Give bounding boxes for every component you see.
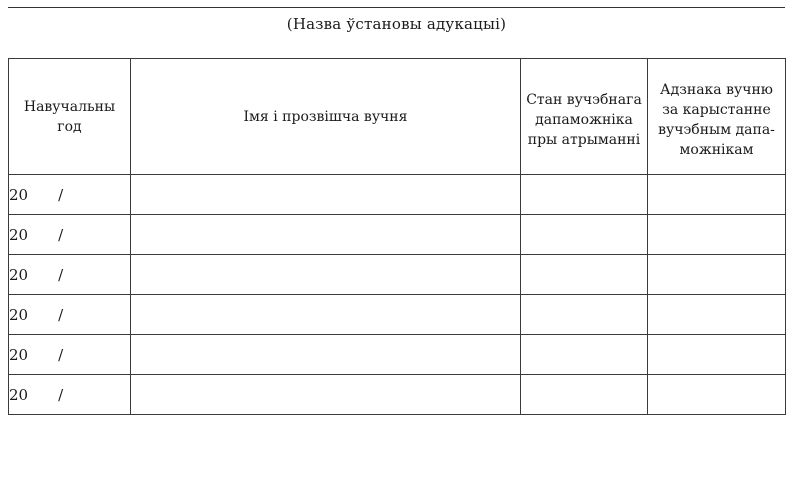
condition-cell[interactable] [521, 375, 648, 415]
usage-mark-cell[interactable] [648, 375, 786, 415]
condition-cell[interactable] [521, 335, 648, 375]
year-cell[interactable] [9, 295, 131, 335]
table-row [9, 255, 786, 295]
student-name-cell[interactable] [131, 335, 521, 375]
header-academic-year [9, 59, 131, 175]
student-name-cell[interactable] [131, 295, 521, 335]
student-name-cell[interactable] [131, 375, 521, 415]
table-row [9, 375, 786, 415]
year-slash: / [58, 305, 64, 324]
table-header-row [9, 59, 786, 175]
student-name-cell[interactable] [131, 255, 521, 295]
year-prefix: 20 [9, 185, 29, 204]
table-row [9, 335, 786, 375]
year-cell[interactable] [9, 175, 131, 215]
condition-cell[interactable] [521, 295, 648, 335]
year-cell[interactable] [9, 335, 131, 375]
year-slash: / [58, 185, 64, 204]
usage-mark-cell[interactable] [648, 215, 786, 255]
institution-name-line [8, 7, 785, 8]
year-cell[interactable] [9, 215, 131, 255]
condition-cell[interactable] [521, 175, 648, 215]
institution-name-caption: (Назва ўстановы адукацыі) [286, 15, 507, 33]
table-row [9, 215, 786, 255]
student-name-cell[interactable] [131, 215, 521, 255]
year-slash: / [58, 345, 64, 364]
year-prefix: 20 [9, 225, 29, 244]
header-academic-year-label: Навучальны год [23, 98, 116, 135]
year-prefix: 20 [9, 265, 29, 284]
condition-cell[interactable] [521, 255, 648, 295]
usage-mark-cell[interactable] [648, 295, 786, 335]
year-slash: / [58, 225, 64, 244]
header-usage-mark-label: Адзнака вучню за карыстанне вучэбным дапа-можнікам [658, 82, 775, 158]
header-student-name [131, 59, 521, 175]
usage-mark-cell[interactable] [648, 335, 786, 375]
textbook-usage-table [8, 58, 786, 415]
condition-cell[interactable] [521, 215, 648, 255]
header-student-name-label: Імя і прозвішча вучня [243, 108, 408, 125]
header-textbook-condition-label: Стан вучэбнага дапаможніка пры атрыманні [526, 92, 642, 148]
student-name-cell[interactable] [131, 175, 521, 215]
header-textbook-condition [521, 59, 648, 175]
year-cell[interactable] [9, 375, 131, 415]
header-usage-mark [648, 59, 786, 175]
table-row [9, 175, 786, 215]
table-row [9, 295, 786, 335]
usage-mark-cell[interactable] [648, 175, 786, 215]
year-prefix: 20 [9, 345, 29, 364]
year-prefix: 20 [9, 385, 29, 404]
year-slash: / [58, 265, 64, 284]
year-cell[interactable] [9, 255, 131, 295]
year-slash: / [58, 385, 64, 404]
year-prefix: 20 [9, 305, 29, 324]
usage-mark-cell[interactable] [648, 255, 786, 295]
